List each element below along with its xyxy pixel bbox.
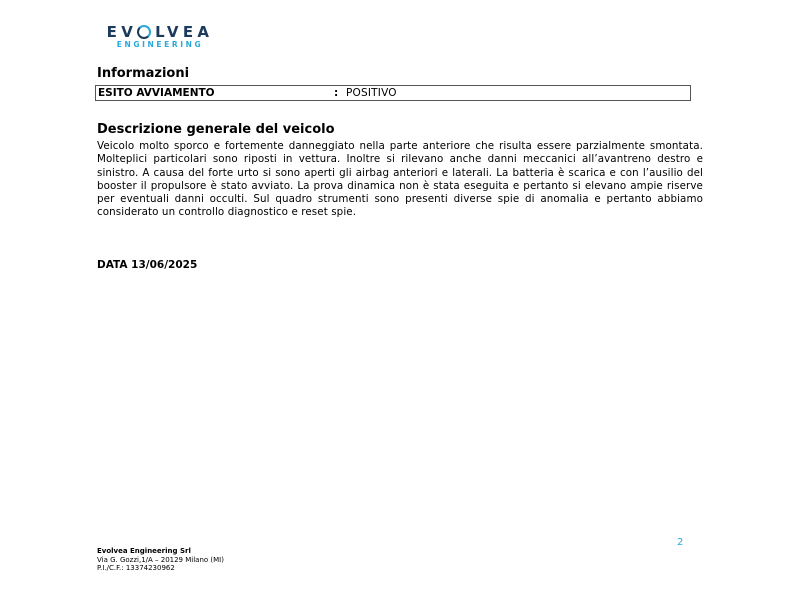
section-title-informazioni: Informazioni <box>97 66 190 81</box>
description-paragraph: Veicolo molto sporco e fortemente danneggiato nella parte anteriore che risulta essere parzialmente smontata. Molteplici particolari sono riposti in vettura. Inoltre si rilevano anche danni meccanici all’avantreno destro e sinistro. A causa del forte urto si sono aperti gli airbag anteriori e laterali. La batteria è scarica e con l’ausilio del booster il propulsore è stato avviato. La prova dinamica non è stata eseguita e pertanto si elevano ampie riserve per eventuali danni occulti. Sul quadro strumenti sono presenti diverse spie di anomalia e pertanto abbiamo considerato un controllo diagnostico e reset spie. <box>97 140 703 219</box>
footer <box>97 547 224 573</box>
document-date: DATA 13/06/2025 <box>97 259 198 271</box>
page-number: 2 <box>677 537 684 548</box>
logo-text-suffix: LVEA <box>155 23 214 41</box>
company-logo <box>97 24 223 49</box>
footer-vat: P.I./C.F.: 13374230962 <box>97 564 175 572</box>
info-colon: : <box>334 87 339 99</box>
logo-subtitle: ENGINEERING <box>116 40 204 49</box>
logo-wordmark <box>97 24 223 40</box>
footer-company: Evolvea Engineering Srl <box>97 547 191 555</box>
info-label: ESITO AVVIAMENTO <box>98 87 215 99</box>
section-title-description: Descrizione generale del veicolo <box>97 122 335 137</box>
logo-text-prefix: EV <box>106 23 138 41</box>
logo-o-icon <box>137 25 151 39</box>
footer-address: Via G. Gozzi,1/A – 20129 Milano (MI) <box>97 555 224 564</box>
info-table <box>95 85 691 101</box>
info-value: POSITIVO <box>346 87 397 99</box>
